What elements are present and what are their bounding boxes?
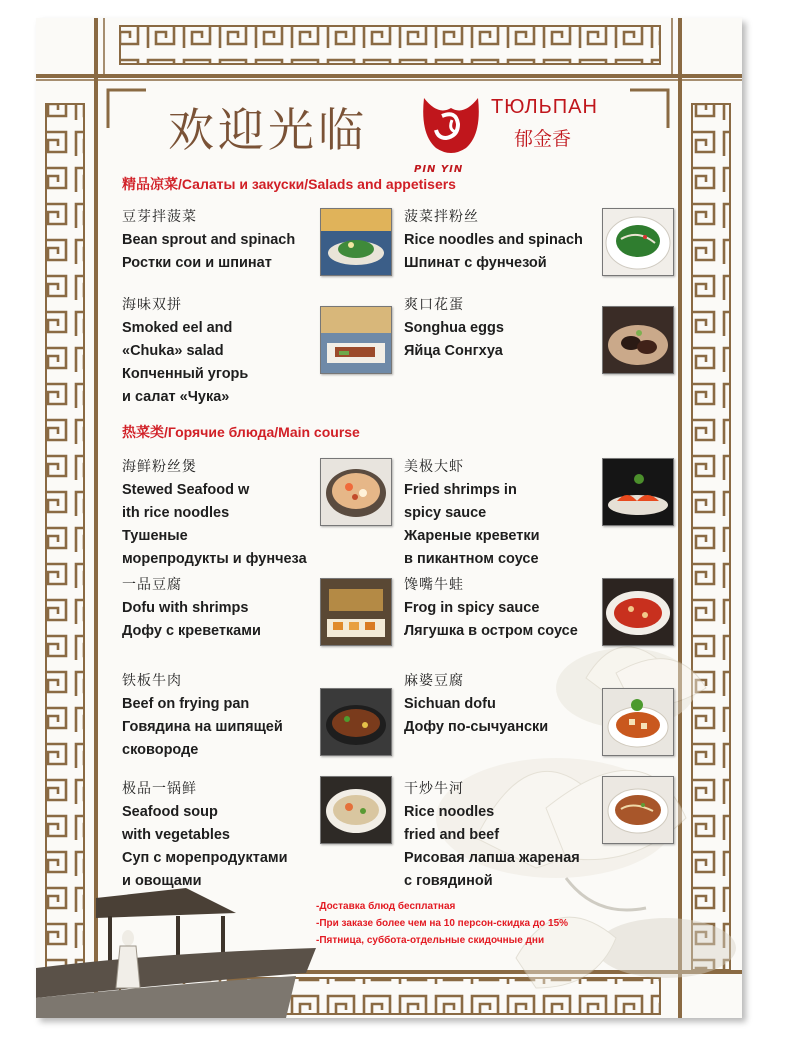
item-line: Яйца Сонгхуа: [404, 343, 503, 359]
item-line: Smoked eel and: [122, 320, 233, 336]
item-name-chinese: 爽口花蛋: [404, 297, 464, 313]
item-line: Ростки сои и шпинат: [122, 255, 272, 271]
item-line: Sichuan dofu: [404, 696, 496, 712]
menu-item: [122, 778, 322, 893]
item-name-chinese: 麻婆豆腐: [404, 673, 464, 689]
menu-item: [122, 294, 322, 409]
menu-item: [122, 670, 322, 762]
item-line: сковороде: [122, 742, 199, 758]
menu-item: [404, 456, 604, 571]
menu-item: [404, 574, 604, 643]
item-name-chinese: 极品一锅鲜: [122, 781, 197, 797]
item-line: ith rice noodles: [122, 505, 230, 521]
item-line: Songhua eggs: [404, 320, 504, 336]
item-line: в пикантном соусе: [404, 551, 539, 567]
item-line: Говядина на шипящей: [122, 719, 283, 735]
item-name-chinese: 美极大虾: [404, 459, 464, 475]
frog-spicy-dish-photo: [602, 578, 674, 646]
brand-name-chinese: 郁金香: [514, 128, 572, 150]
note-line: -Доставка блюд бесплатная: [316, 901, 456, 912]
item-name-chinese: 一品豆腐: [122, 577, 182, 593]
seafood-noodles-dish-photo: [320, 458, 392, 526]
noodles-beef-dish-photo: [602, 776, 674, 844]
item-line: и салат «Чука»: [122, 389, 230, 405]
item-line: и овощами: [122, 873, 202, 889]
logo-caption: PIN YIN: [414, 164, 464, 175]
section-title-main-course: 热菜类/Горячие блюда/Main course: [122, 424, 360, 440]
item-line: Dofu with shrimps: [122, 600, 249, 616]
item-line: Дофу по-сычуански: [404, 719, 549, 735]
menu-item: [404, 294, 604, 363]
item-line: морепродукты и фунчеза: [122, 551, 307, 567]
item-line: Тушеные: [122, 528, 188, 544]
item-line: Fried shrimps in: [404, 482, 517, 498]
item-name-chinese: 海鲜粉丝煲: [122, 459, 197, 475]
section-title-salads: 精品凉菜/Салаты и закуски/Salads and appetisers: [122, 176, 456, 192]
item-line: Суп с морепродуктами: [122, 850, 288, 866]
item-line: с говядиной: [404, 873, 493, 889]
item-line: Frog in spicy sauce: [404, 600, 540, 616]
item-name-chinese: 菠菜拌粉丝: [404, 209, 479, 225]
seafood-soup-dish-photo: [320, 776, 392, 844]
note-line: -При заказе более чем на 10 персон-скидка до 15%: [316, 918, 569, 929]
menu-item: [404, 778, 604, 893]
note-line: -Пятница, суббота-отдельные скидочные дни: [316, 935, 545, 946]
item-line: Жареные креветки: [404, 528, 540, 544]
item-line: spicy sauce: [404, 505, 487, 521]
item-line: Rice noodles and spinach: [404, 232, 583, 248]
sprout-spinach-dish-photo: [320, 208, 392, 276]
welcome-title: 欢迎光临: [168, 103, 368, 157]
noodle-spinach-dish-photo: [602, 208, 674, 276]
item-line: fried and beef: [404, 827, 500, 843]
item-name-chinese: 干炒牛河: [404, 781, 464, 797]
item-line: Копченный угорь: [122, 366, 249, 382]
fried-shrimps-dish-photo: [602, 458, 674, 526]
item-name-chinese: 豆芽拌菠菜: [122, 209, 197, 225]
menu-item: [404, 206, 604, 275]
beef-pan-dish-photo: [320, 688, 392, 756]
songhua-eggs-dish-photo: [602, 306, 674, 374]
item-line: «Chuka» salad: [122, 343, 224, 359]
item-line: Seafood soup: [122, 804, 218, 820]
promo-notes: [316, 898, 568, 949]
item-name-chinese: 馋嘴牛蛙: [404, 577, 464, 593]
item-line: Лягушка в остром соусе: [404, 623, 578, 639]
mapo-tofu-dish-photo: [602, 688, 674, 756]
item-name-chinese: 铁板牛肉: [122, 673, 182, 689]
menu-item: [122, 206, 322, 275]
item-line: Шпинат с фунчезой: [404, 255, 547, 271]
item-line: Rice noodles: [404, 804, 495, 820]
brand-name: ТЮЛЬПАН: [491, 96, 598, 118]
item-line: with vegetables: [122, 827, 230, 843]
item-line: Дофу с креветками: [122, 623, 261, 639]
menu-item: [122, 456, 322, 571]
menu-item: [404, 670, 604, 739]
item-line: Bean sprout and spinach: [122, 232, 296, 248]
item-line: Beef on frying pan: [122, 696, 250, 712]
menu-sheet: [36, 18, 742, 1018]
item-name-chinese: 海味双拼: [122, 297, 182, 313]
tulip-logo-icon: [416, 86, 486, 164]
eel-salad-dish-photo: [320, 306, 392, 374]
item-line: Stewed Seafood w: [122, 482, 250, 498]
menu-item: [122, 574, 322, 643]
tofu-shrimps-dish-photo: [320, 578, 392, 646]
item-line: Рисовая лапша жареная: [404, 850, 580, 866]
